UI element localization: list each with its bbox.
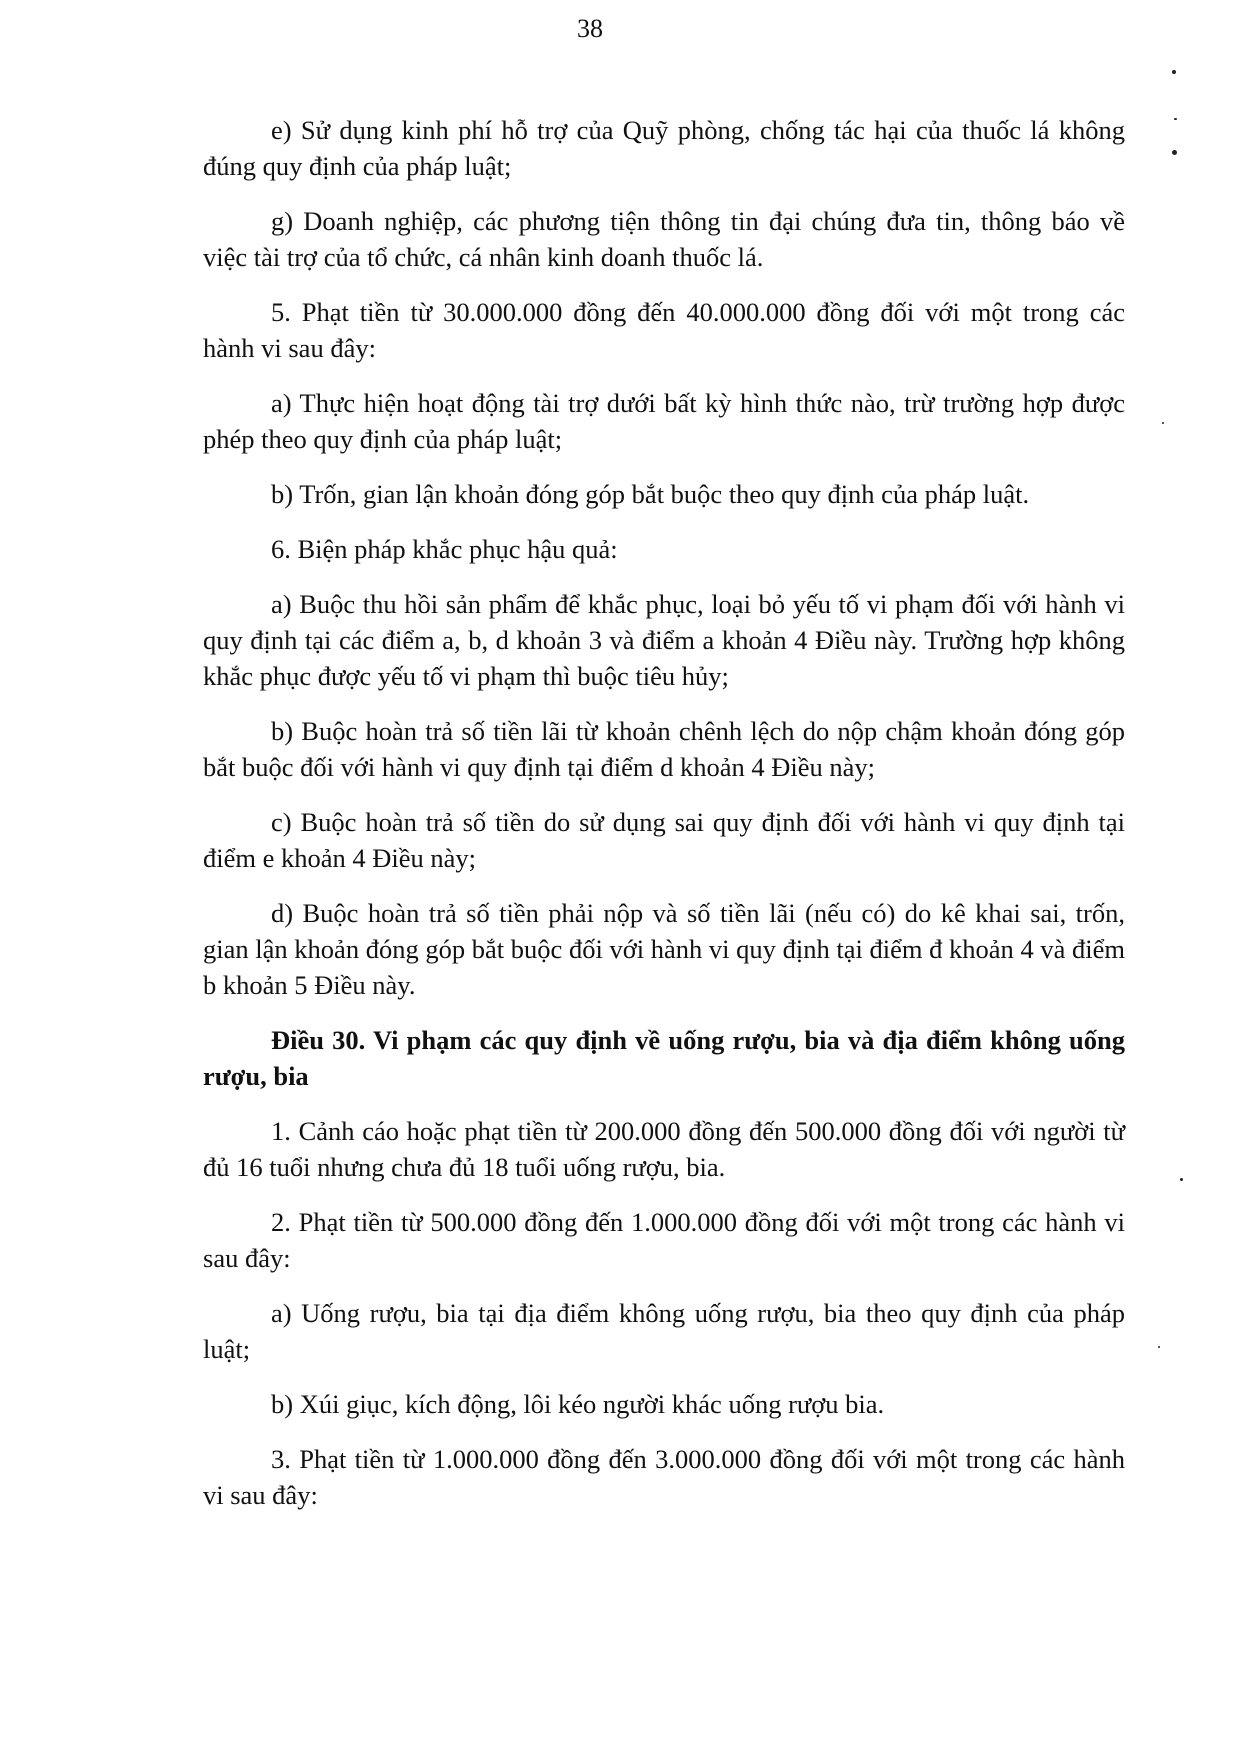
- paragraph-item-5a: a) Thực hiện hoạt động tài trợ dưới bất kỳ hình thức nào, trừ trường hợp được phép theo quy định của pháp luật;: [203, 388, 1125, 454]
- paragraph-clause-5: 5. Phạt tiền từ 30.000.000 đồng đến 40.000.000 đồng đối với một trong các hành vi sau đây:: [203, 297, 1125, 363]
- paragraph-clause-30-3: 3. Phạt tiền từ 1.000.000 đồng đến 3.000.000 đồng đối với một trong các hành vi sau đây:: [203, 1444, 1125, 1510]
- scan-speck: [1174, 118, 1177, 120]
- scan-speck: [1172, 70, 1176, 74]
- scan-speck: [1158, 1346, 1160, 1348]
- document-body: [203, 112, 1125, 1532]
- paragraph-item-6a: a) Buộc thu hồi sản phẩm để khắc phục, loại bỏ yếu tố vi phạm đối với hành vi quy định tại các điểm a, b, d khoản 3 và điểm a khoản 4 Điều này. Trường hợp không khắc phục được yếu tố vi phạm thì buộc tiêu hủy;: [203, 589, 1125, 691]
- paragraph-item-6b: b) Buộc hoàn trả số tiền lãi từ khoản chênh lệch do nộp chậm khoản đóng góp bắt buộc đối với hành vi quy định tại điểm d khoản 4 Điều này;: [203, 716, 1125, 782]
- paragraph-clause-30-1: 1. Cảnh cáo hoặc phạt tiền từ 200.000 đồng đến 500.000 đồng đối với người từ đủ 16 tuổi nhưng chưa đủ 18 tuổi uống rượu, bia.: [203, 1116, 1125, 1182]
- paragraph-item-5b: b) Trốn, gian lận khoản đóng góp bắt buộc theo quy định của pháp luật.: [271, 479, 1030, 509]
- paragraph-item-30-2a: a) Uống rượu, bia tại địa điểm không uống rượu, bia theo quy định của pháp luật;: [203, 1298, 1125, 1364]
- paragraph-item-6d: d) Buộc hoàn trả số tiền phải nộp và số tiền lãi (nếu có) do kê khai sai, trốn, gian lận khoản đóng góp bắt buộc đối với hành vi quy định tại điểm đ khoản 4 và điểm b khoản 5 Điều này.: [203, 898, 1125, 1000]
- paragraph-item-30-2b: b) Xúi giục, kích động, lôi kéo người khác uống rượu bia.: [271, 1389, 885, 1419]
- scan-speck: [1162, 422, 1164, 424]
- paragraph-item-4g: g) Doanh nghiệp, các phương tiện thông tin đại chúng đưa tin, thông báo về việc tài trợ của tổ chức, cá nhân kinh doanh thuốc lá.: [203, 206, 1125, 272]
- paragraph-clause-6: 6. Biện pháp khắc phục hậu quả:: [271, 534, 618, 564]
- paragraph-clause-30-2: 2. Phạt tiền từ 500.000 đồng đến 1.000.000 đồng đối với một trong các hành vi sau đây:: [203, 1207, 1125, 1273]
- article-30-heading: Điều 30. Vi phạm các quy định về uống rượu, bia và địa điểm không uống rượu, bia: [203, 1025, 1125, 1091]
- paragraph-item-6c: c) Buộc hoàn trả số tiền do sử dụng sai quy định đối với hành vi quy định tại điểm e khoản 4 Điều này;: [203, 807, 1125, 873]
- scan-speck: [1172, 150, 1177, 155]
- page-number: 38: [577, 14, 603, 43]
- paragraph-item-4e: e) Sử dụng kinh phí hỗ trợ của Quỹ phòng, chống tác hại của thuốc lá không đúng quy định của pháp luật;: [203, 115, 1125, 181]
- scan-speck: [1180, 1178, 1183, 1181]
